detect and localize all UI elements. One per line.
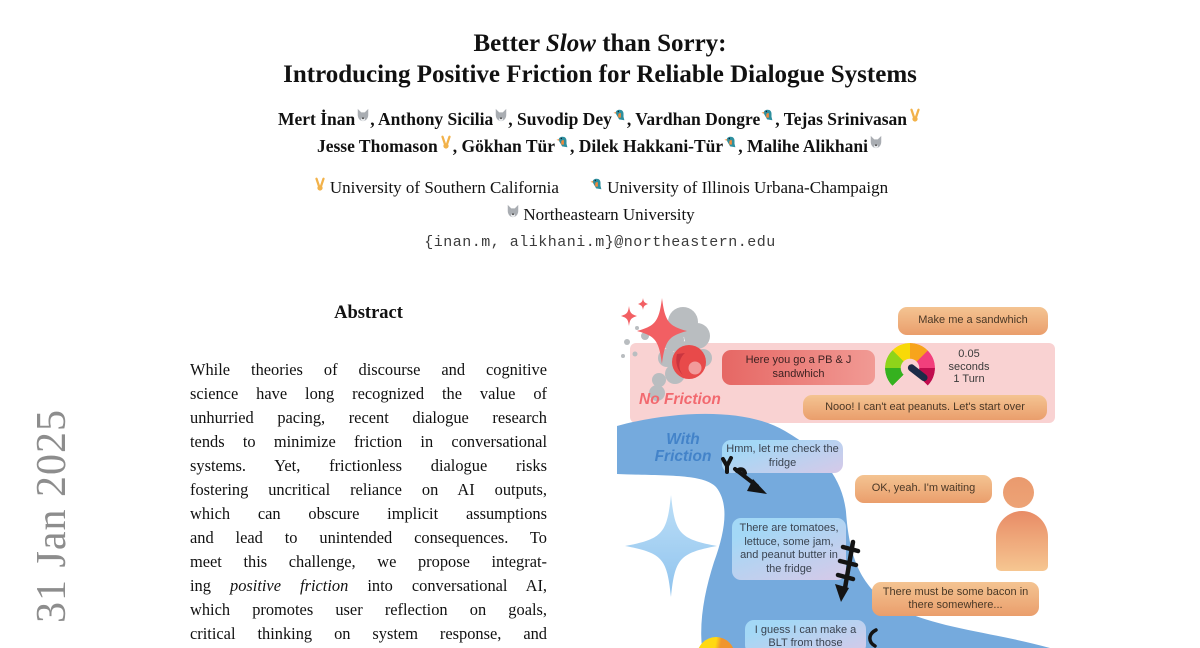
blue-sparkle-icon (625, 495, 717, 597)
abstract-line: critical thinking on system response, and (190, 624, 547, 643)
title-line1: Better Slow than Sorry: (473, 30, 727, 57)
abstract-section (190, 303, 547, 646)
no-friction-label: No Friction (639, 391, 721, 408)
page-title (0, 28, 1200, 90)
paper-header (0, 0, 1200, 251)
abstract-line: and lead to unintended consequences. To (190, 528, 547, 547)
user-bubble: Nooo! I can't eat peanuts. Let's start over (803, 395, 1047, 420)
victory-hand-icon (313, 177, 327, 191)
wolf-icon (494, 108, 508, 122)
user-avatar-icon (1003, 477, 1034, 508)
wolf-icon (869, 135, 883, 149)
author: Dilek Hakkani-Tür , (578, 136, 747, 156)
author: Jesse Thomason , (316, 136, 462, 156)
with-friction-label: With Friction (654, 431, 712, 465)
author: Vardhan Dongre , (635, 109, 784, 129)
affiliation: University of Illinois Urbana-Champaign (589, 178, 888, 197)
abstract-line: tends to minimize friction in conversational (190, 432, 547, 451)
author: Gökhan Tür , (461, 136, 579, 156)
teaser-figure (617, 290, 1075, 648)
wolf-icon (506, 204, 520, 218)
victory-hand-icon (908, 108, 922, 122)
arxiv-date-watermark: 31 Jan 2025 (29, 409, 75, 623)
abstract-line: fostering uncritical reliance on AI outputs, (190, 480, 547, 499)
abstract-line: science have long recognized the value of (190, 384, 547, 403)
ai-bubble: I guess I can make a BLT from those (745, 620, 866, 648)
wolf-icon (356, 108, 370, 122)
ai-sparkle-smoke-icon (617, 298, 732, 403)
author: Tejas Srinivasan (784, 109, 922, 129)
abstract-line: ing positive friction into conversational AI, (190, 576, 548, 595)
bird-icon (613, 108, 627, 122)
victory-hand-icon (439, 135, 453, 149)
bird-icon (761, 108, 775, 122)
dashed-arrow-icon (827, 538, 865, 604)
author-list (0, 106, 1200, 160)
ai-bubble: There are tomatoes, lettuce, some jam, and peanut butter in the fridge (732, 518, 846, 580)
bird-icon (590, 177, 604, 191)
bird-icon (556, 135, 570, 149)
affiliation-list (0, 174, 1200, 228)
author: Suvodip Dey , (517, 109, 636, 129)
contact-email: {inan.m, alikhani.m}@northeastern.edu (424, 234, 776, 251)
author: Anthony Sicilia , (378, 109, 518, 129)
abstract-line: which promotes user reflection on goals, (190, 600, 547, 619)
abstract-line: unhurried pacing, recent dialogue research (190, 408, 547, 427)
abstract-line: While theories of discourse and cognitive (190, 360, 547, 379)
ai-bubble: Here you go a PB & J sandwhich (722, 350, 875, 385)
abstract-line: systems. Yet, frictionless dialogue risks (190, 456, 547, 475)
speed-gauge-icon (885, 343, 935, 393)
user-avatar-icon (996, 511, 1048, 571)
affiliation: Northeastearn University (505, 205, 694, 224)
affiliation: University of Southern California (312, 178, 559, 197)
bird-icon (724, 135, 738, 149)
abstract-line: meet this challenge, we propose integrat- (190, 552, 547, 571)
user-bubble: OK, yeah. I'm waiting (855, 475, 992, 503)
curve-mark-icon (864, 628, 880, 648)
abstract-line: which can obscure implicit assumptions (190, 504, 547, 523)
speed-metric: 0.05 seconds 1 Turn (948, 348, 990, 385)
author: Mert İnan , (277, 109, 379, 129)
title-line2: Introducing Positive Friction for Reliable Dialogue Systems (283, 61, 917, 88)
abstract-heading: Abstract (334, 303, 403, 323)
user-bubble: There must be some bacon in there somewhere... (872, 582, 1039, 616)
author: Malihe Alikhani (747, 136, 883, 156)
trail-arrow-icon (715, 453, 773, 497)
user-bubble: Make me a sandwhich (898, 307, 1048, 335)
ai-bubble: Hmm, let me check the fridge (722, 440, 843, 473)
